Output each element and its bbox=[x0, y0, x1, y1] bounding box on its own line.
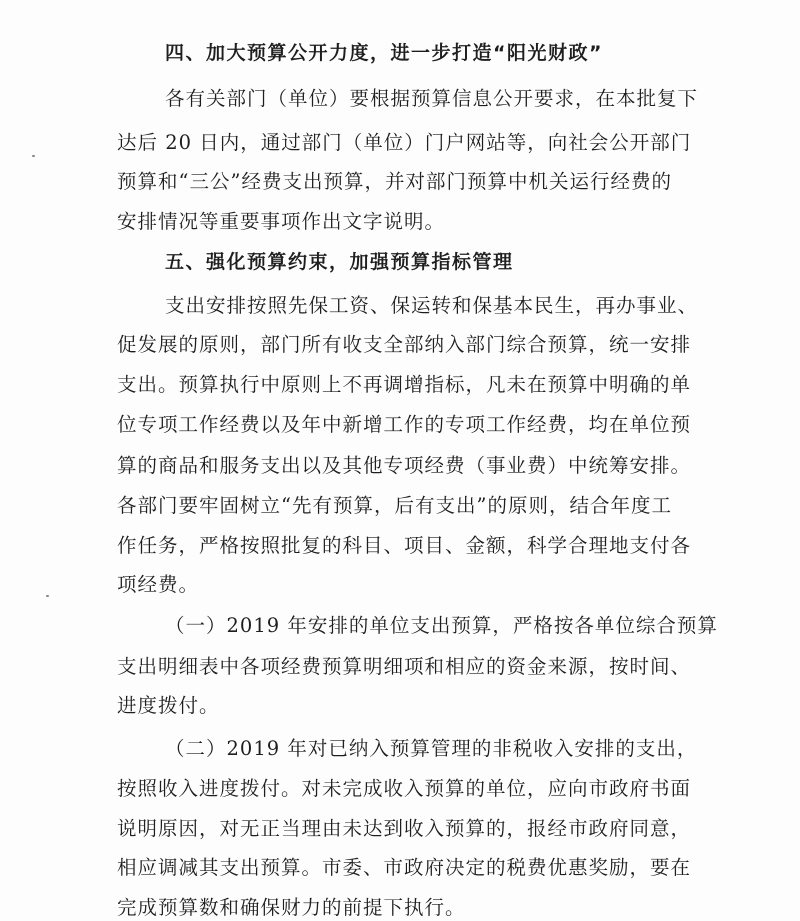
paragraph-line: 各部门要牢固树立“先有预算，后有支出”的原则，结合年度工 bbox=[117, 494, 672, 517]
paragraph-line: 位专项工作经费以及年中新增工作的专项工作经费，均在单位预 bbox=[117, 413, 692, 436]
list-item-line: 进度拨付。 bbox=[117, 694, 220, 717]
list-item-line: 支出明细表中各项经费预算明细项和相应的资金来源，按时间、 bbox=[117, 655, 692, 678]
section-heading-4: 四、加大预算公开力度，进一步打造“阳光财政” bbox=[165, 42, 603, 64]
paragraph-line: 作任务，严格按照批复的科目、项目、金额，科学合理地支付各 bbox=[117, 534, 692, 557]
list-item-line: 说明原因，对无正当理由未达到收入预算的，报经市政府同意， bbox=[117, 817, 692, 840]
list-item-line: （二）2019 年对已纳入预算管理的非税收入安排的支出， bbox=[165, 737, 698, 760]
list-item-line: 按照收入进度拨付。对未完成收入预算的单位，应向市政府书面 bbox=[117, 777, 692, 800]
paragraph-line: 项经费。 bbox=[117, 573, 200, 596]
paragraph-line: 支出。预算执行中原则上不再调增指标，凡未在预算中明确的单 bbox=[117, 373, 692, 396]
paragraph-line: 算的商品和服务支出以及其他专项经费（事业费）中统筹安排。 bbox=[117, 454, 692, 477]
scan-speck bbox=[32, 155, 35, 157]
paragraph-line: 安排情况等重要事项作出文字说明。 bbox=[117, 210, 446, 233]
list-item-line: 相应调减其支出预算。市委、市政府决定的税费优惠奖励，要在 bbox=[117, 856, 692, 879]
paragraph-line: 促发展的原则，部门所有收支全部纳入部门综合预算，统一安排 bbox=[117, 333, 692, 356]
paragraph-line: 支出安排按照先保工资、保运转和保基本民生，再办事业、 bbox=[165, 294, 699, 317]
section-heading-5: 五、强化预算约束，加强预算指标管理 bbox=[165, 251, 514, 273]
paragraph-line: 达后 20 日内，通过部门（单位）门户网站等，向社会公开部门 bbox=[117, 131, 692, 154]
list-item-line: 完成预算数和确保财力的前提下执行。 bbox=[117, 896, 466, 919]
paragraph-line: 各有关部门（单位）要根据预算信息公开要求，在本批复下 bbox=[165, 87, 699, 110]
paragraph-line: 预算和“三公”经费支出预算，并对部门预算中机关运行经费的 bbox=[117, 170, 672, 193]
list-item-line: （一）2019 年安排的单位支出预算，严格按各单位综合预算 bbox=[165, 614, 718, 637]
scan-speck bbox=[46, 595, 49, 597]
